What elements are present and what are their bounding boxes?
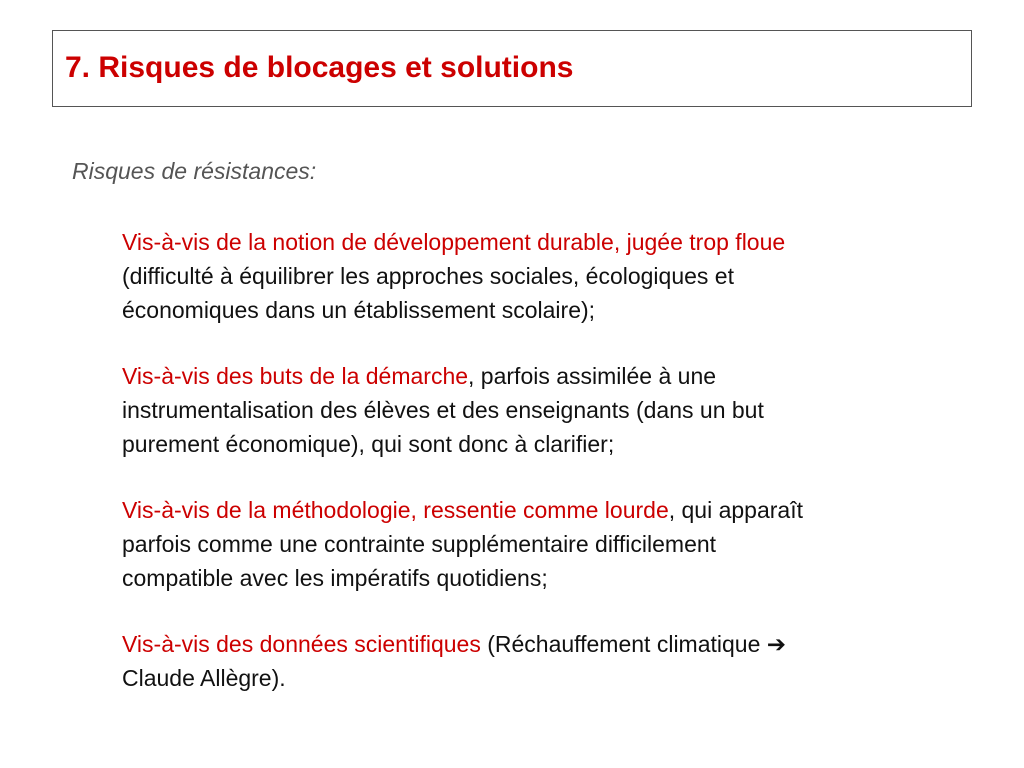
list-item-line: compatible avec les impératifs quotidiens;	[122, 565, 548, 591]
title-box	[52, 30, 972, 107]
section-subtitle: Risques de résistances:	[72, 158, 317, 184]
list-item-line: économiques dans un établissement scolaire);	[122, 297, 596, 323]
list-item-highlight: Vis-à-vis de la notion de développement durable, jugée trop floue	[122, 229, 786, 255]
list-item-first-line	[122, 225, 992, 259]
list-item-highlight: Vis-à-vis des buts de la démarche	[122, 363, 469, 389]
list-item-highlight: Vis-à-vis des données scientifiques	[122, 631, 481, 657]
list-item-continuation: (Réchauffement climatique	[480, 631, 767, 657]
list-item-line: instrumentalisation des élèves et des enseignants (dans un but	[122, 397, 764, 423]
resistance-list	[122, 225, 992, 695]
page-title: 7. Risques de blocages et solutions	[65, 51, 574, 84]
list-item-first-line	[122, 627, 992, 661]
list-item	[122, 493, 992, 595]
list-item-line: purement économique), qui sont donc à clarifier;	[122, 431, 615, 457]
list-item	[122, 225, 992, 327]
list-item	[122, 359, 992, 461]
arrow-right-icon: ➔	[766, 631, 787, 657]
list-item-first-line	[122, 493, 992, 527]
list-item-highlight: Vis-à-vis de la méthodologie, ressentie comme lourde	[122, 497, 669, 523]
list-item-first-line	[122, 359, 992, 393]
list-item-line: (difficulté à équilibrer les approches sociales, écologiques et	[122, 263, 734, 289]
list-item	[122, 627, 992, 695]
list-item-continuation: , qui apparaît	[668, 497, 803, 523]
list-item-continuation: , parfois assimilée à une	[468, 363, 717, 389]
list-item-line: parfois comme une contrainte supplémentaire difficilement	[122, 531, 717, 557]
list-item-line: Claude Allègre).	[122, 665, 286, 691]
